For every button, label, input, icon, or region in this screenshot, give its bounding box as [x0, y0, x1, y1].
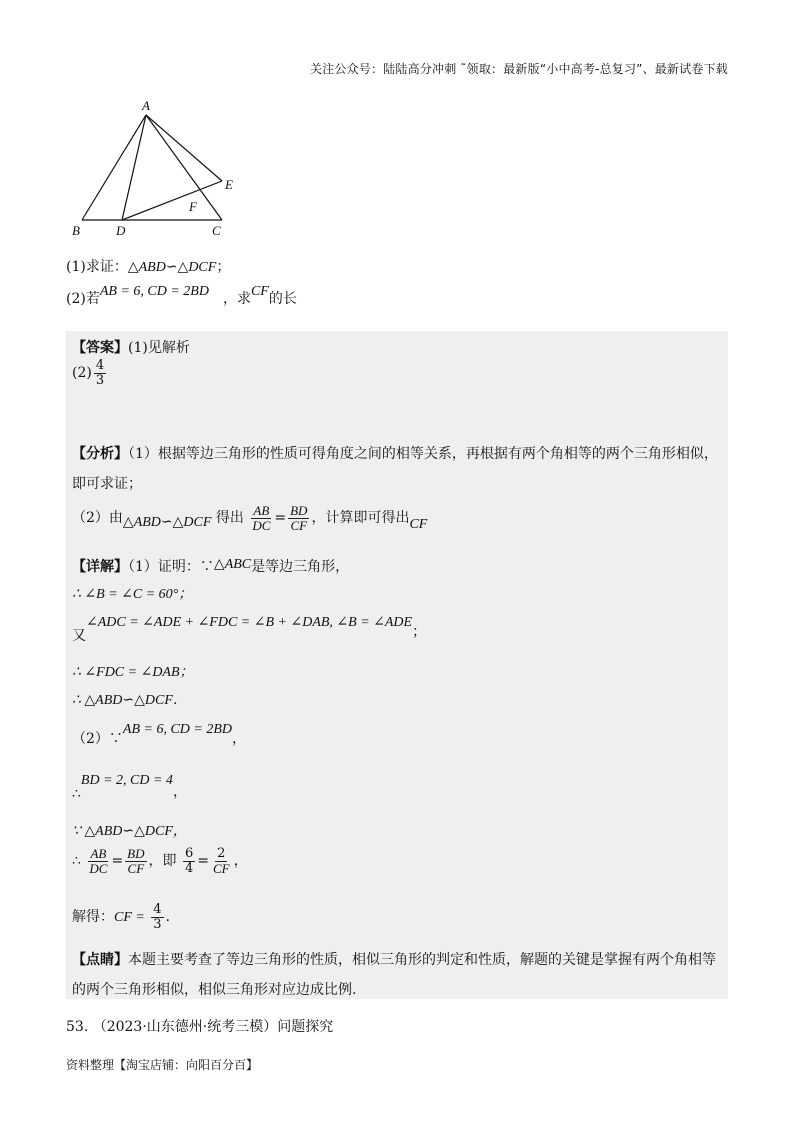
label-F: F — [189, 199, 197, 214]
next-question-title: 53. （2023·山东德州·统考三模）问题探究 — [66, 1019, 334, 1035]
segment-DE — [122, 181, 222, 220]
question-part-2: (2)若AB = 6, CD = 2BD ，求CF的长 — [66, 284, 297, 307]
segment-AC — [146, 115, 222, 220]
analysis-line-2: 即可求证； — [72, 476, 142, 492]
answer-line-1: 【答案】(1)见解析 — [72, 340, 190, 356]
solution-panel — [66, 331, 728, 999]
segment-AB — [82, 115, 146, 220]
segment-AD — [122, 115, 146, 220]
detail-line-1: 【详解】（1）证明：∵△ABC是等边三角形， — [72, 557, 350, 575]
label-E: E — [225, 177, 233, 192]
label-B: B — [72, 223, 80, 238]
label-D: D — [116, 223, 126, 238]
detail-line-2: ∴ ∠B = ∠C = 60°； — [72, 587, 193, 602]
detail-line-4: ∴ ∠FDC = ∠DAB； — [72, 665, 194, 680]
page-header: 关注公众号：陆陆高分冲刺 ˜领取：最新版“小中高考-总复习”、最新试卷下载 — [310, 62, 728, 76]
page-footer: 资料整理【淘宝店铺：向阳百分百】 — [66, 1058, 259, 1072]
detail-line-5: ∴ △ABD∽△DCF． — [72, 693, 187, 708]
analysis-line-3: （2）由△ABD∽△DCF 得出 $\frac{AB}{DC}$ = $\frac{BD}{CF}$ ，计算即可得出CF — [72, 503, 428, 533]
detail-line-10: 解得：CF = $\frac{4}{3}$ ． — [72, 902, 180, 932]
label-C: C — [212, 223, 221, 238]
detail-line-9: ∴ $\frac{AB}{DC}$ = $\frac{BD}{CF}$ ，即 $\frac{6}{4}$ = $\frac{2}{CF}$ ， — [72, 846, 248, 876]
detail-line-7: ∴BD = 2, CD = 4， — [72, 773, 187, 802]
comment-line-2: 的两个三角形相似，相似三角形对应边成比例. — [72, 982, 357, 998]
question-part-1: (1)求证：△ABD∽△DCF； — [66, 259, 231, 275]
detail-line-8: ∵ △ABD∽△DCF， — [72, 824, 187, 839]
analysis-line-1: 【分析】（1）根据等边三角形的性质可得角度之间的相等关系，再根据有两个角相等的两个三角形相似， — [72, 446, 718, 462]
triangle-figure — [70, 96, 270, 241]
detail-line-3: 又∠ADC = ∠ADE + ∠FDC = ∠B + ∠DAB, ∠B = ∠ADE； — [72, 615, 427, 644]
label-A: A — [142, 98, 150, 113]
detail-line-6: （2）∵AB = 6, CD = 2BD， — [72, 722, 247, 747]
answer-line-2: (2) $\frac{4}{3}$ — [72, 358, 105, 388]
comment-line-1: 【点睛】本题主要考查了等边三角形的性质，相似三角形的判定和性质，解题的关键是掌握有两个角相等 — [72, 952, 716, 968]
segment-AE — [146, 115, 222, 181]
